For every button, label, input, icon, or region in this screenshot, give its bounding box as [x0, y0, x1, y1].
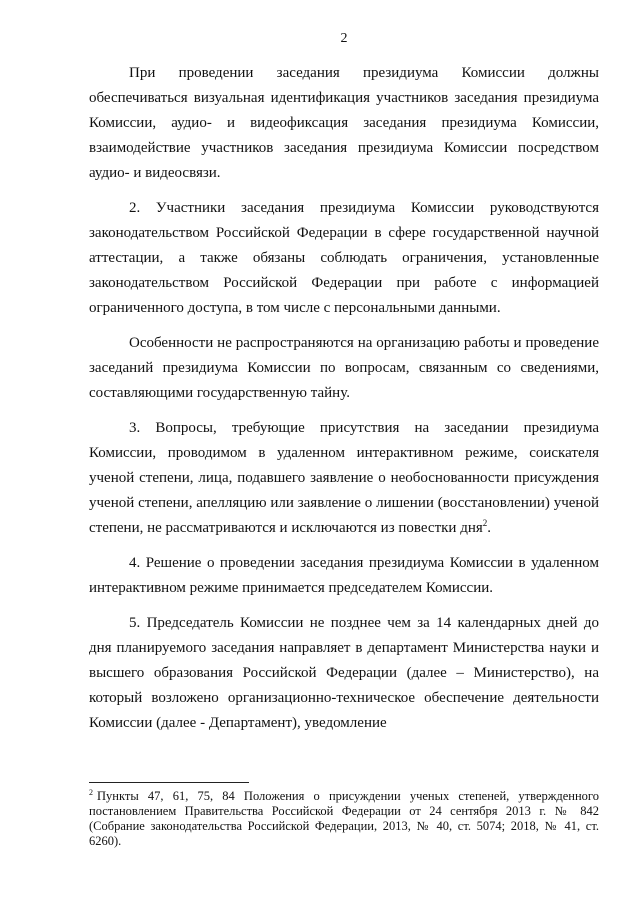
footnote-divider — [89, 782, 249, 783]
paragraph-6: 5. Председатель Комиссии не позднее чем за 14 календарных дней до дня планируемого заседания направляет в департамент Министерства науки и высшего образования Российской Федерации (далее – Министерство), на который возложено организационно-техническое обеспечение деятельности Комиссии (далее - Департамент), уведомление — [89, 615, 599, 731]
page-number: 2 — [340, 31, 348, 46]
paragraph-3: Особенности не распространяются на организацию работы и проведение заседаний президиума Комиссии по вопросам, связанным со сведениями, составляющими государственную тайну. — [89, 335, 599, 401]
paragraph-4-end: . — [487, 520, 492, 536]
paragraph-1: При проведении заседания президиума Комиссии должны обеспечиваться визуальная идентификация участников заседания президиума Комиссии, аудио- и видеофиксация заседания президиума Комиссии, взаимодействие участников заседания президиума Комиссии посредством аудио- и видеосвязи. — [89, 65, 599, 181]
paragraph-4 — [89, 416, 599, 541]
footnote — [89, 789, 599, 849]
footnote-text: Пункты 47, 61, 75, 84 Положения о присуждении ученых степеней, утвержденного постановлением Правительства Российской Федерации от 24 сентября 2013 г. № 842 (Собрание законодательства Российской Федерации, 2013, № 40, ст. 5074; 2018, № 41, ст. 6260). — [89, 789, 599, 848]
paragraph-4-text: 3. Вопросы, требующие присутствия на заседании президиума Комиссии, проводимом в удаленном интерактивном режиме, соискателя ученой степени, лица, подавшего заявление о необоснованности присуждения ученой степени, апелляцию или заявление о лишении (восстановлении) ученой степени, не рассматриваются и исключаются из повестки дня — [89, 420, 599, 536]
footnote-mark: 2 — [89, 787, 93, 797]
paragraph-2: 2. Участники заседания президиума Комиссии руководствуются законодательством Российской Федерации в сфере государственной научной аттестации, а также обязаны соблюдать ограничения, установленные законодательством Российской Федерации при работе с информацией ограниченного доступа, в том числе с персональными данными. — [89, 200, 599, 316]
paragraph-5: 4. Решение о проведении заседания президиума Комиссии в удаленном интерактивном режиме принимается председателем Комиссии. — [89, 555, 599, 596]
footnote-reference: 2 — [482, 518, 488, 528]
